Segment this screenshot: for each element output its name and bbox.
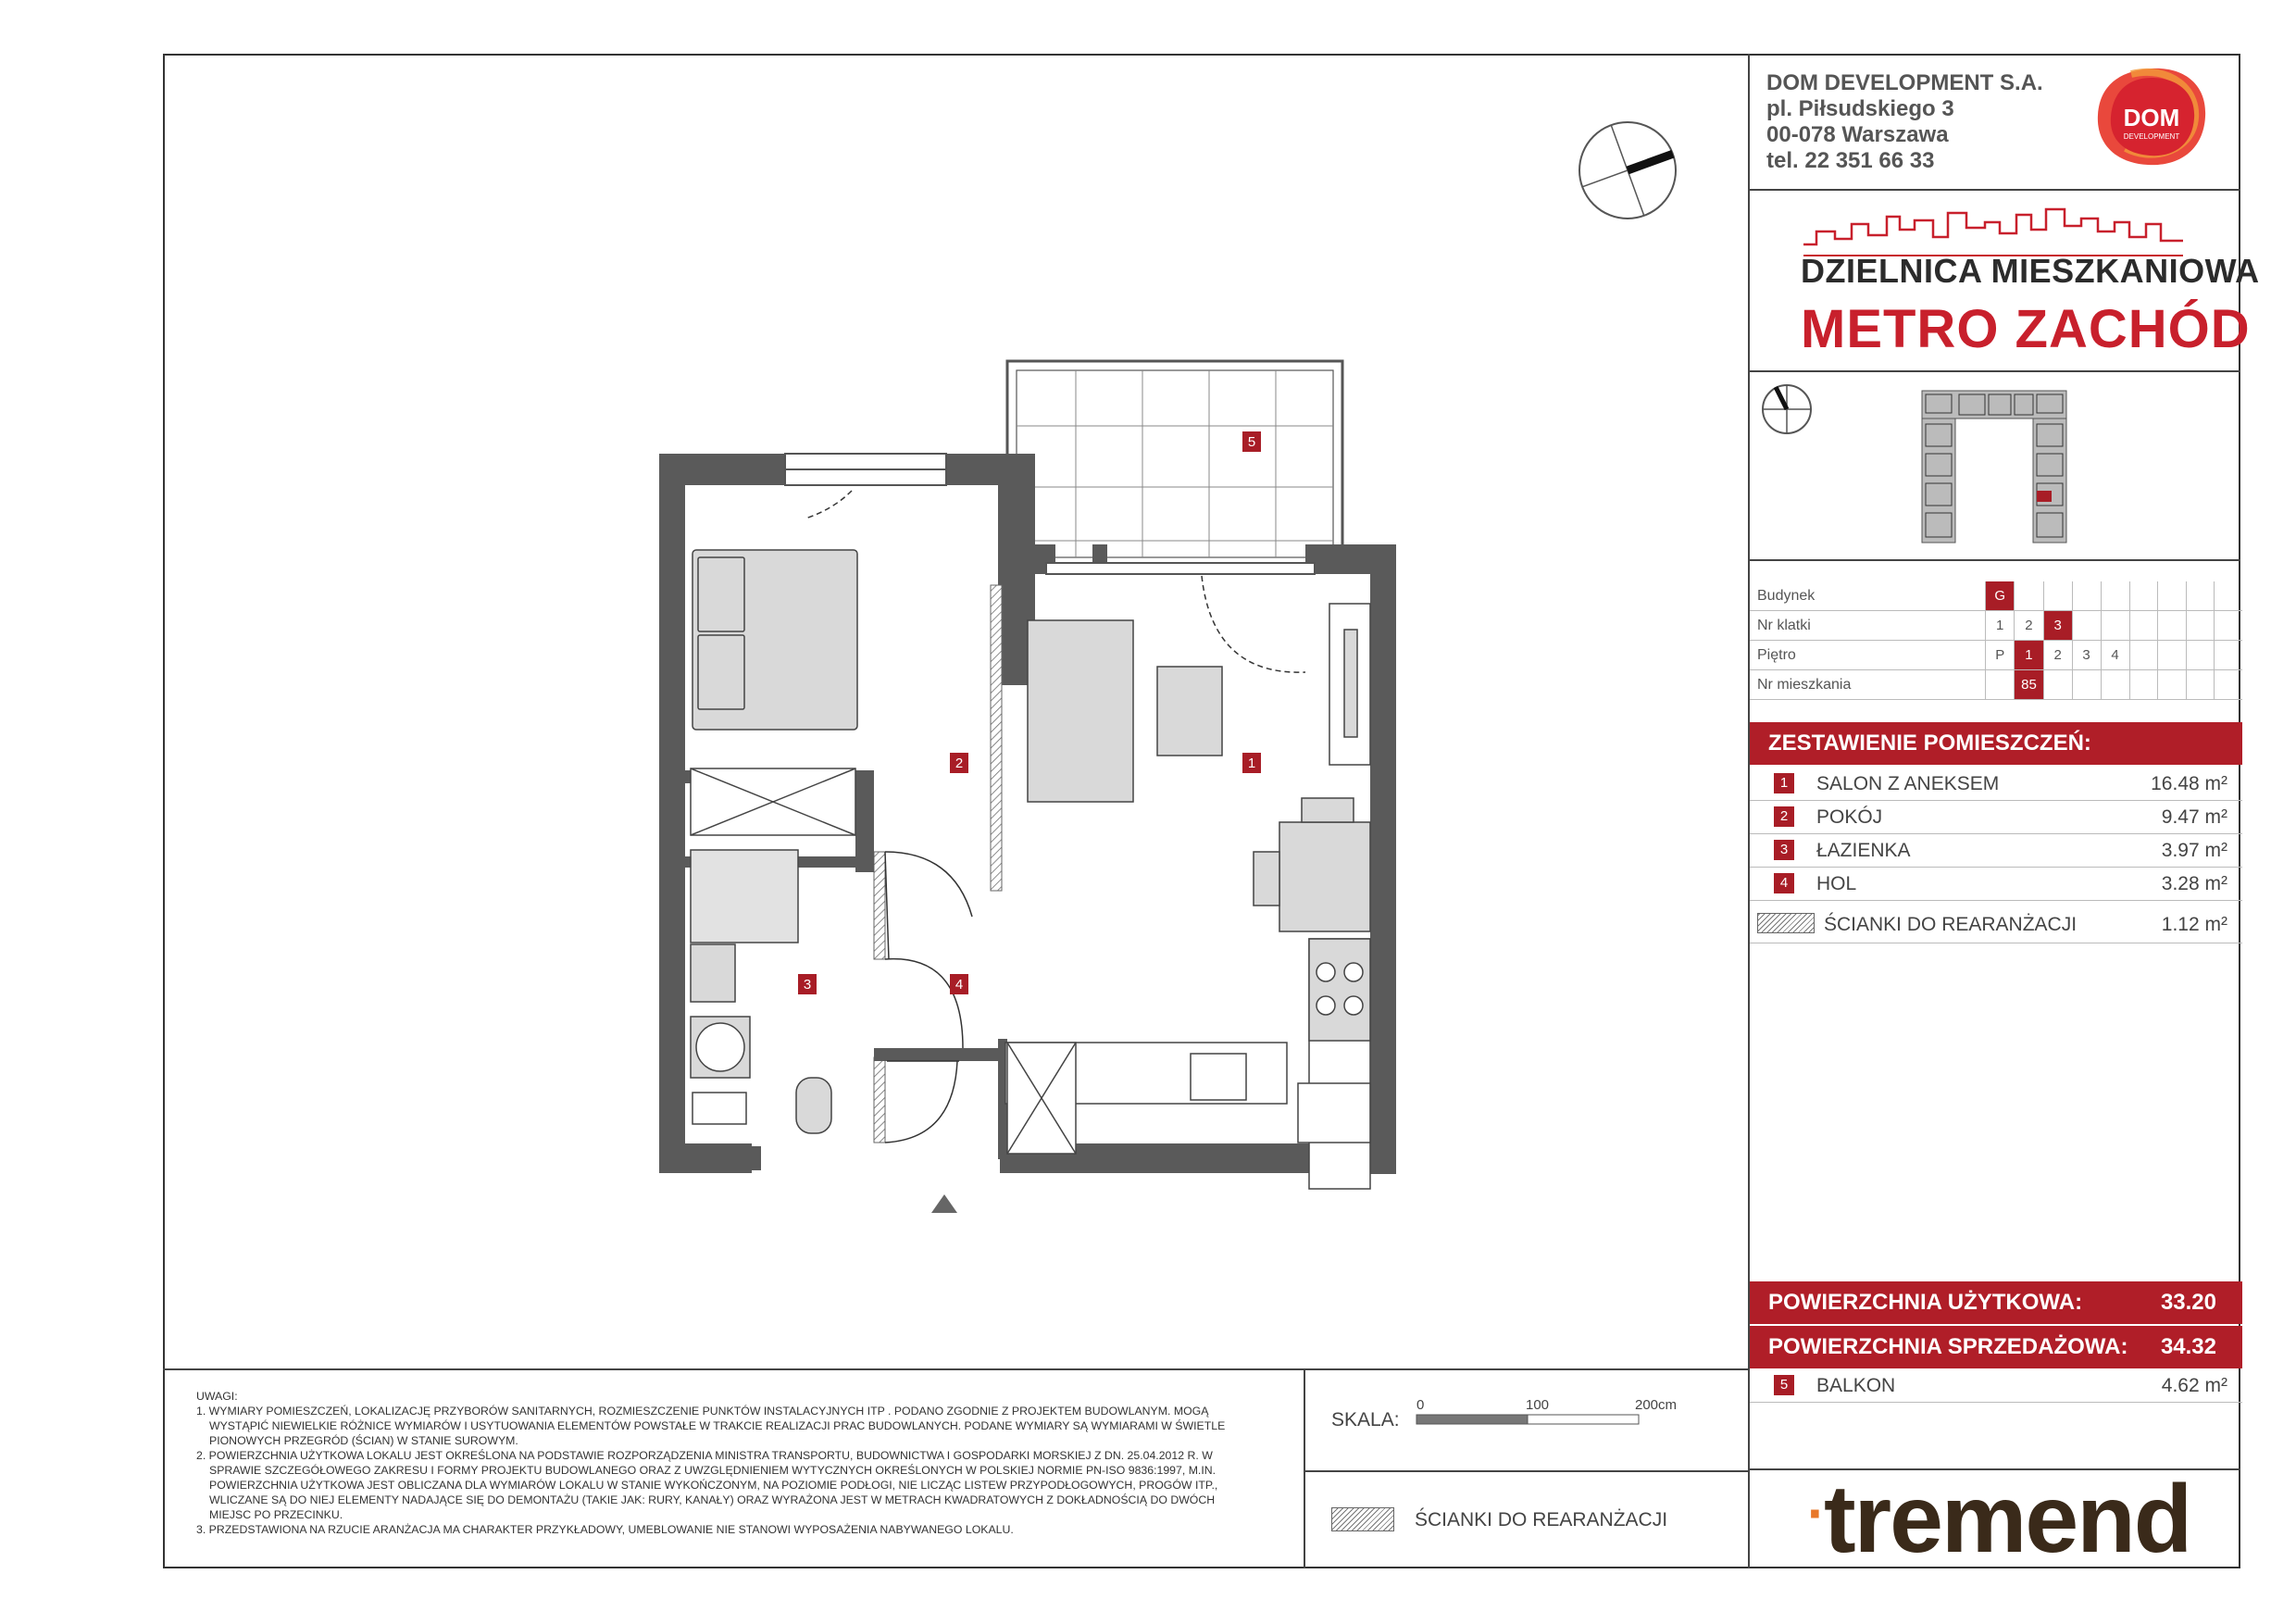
room-row	[1750, 767, 2242, 801]
room-num: 1	[1774, 773, 1794, 793]
project-title-line2: METRO ZACHÓD	[1801, 299, 2251, 359]
note-line: POWIERZCHNIA UŻYTKOWA JEST OBLICZANA DLA WYMIARÓW LOKALU W STANIE WYKOŃCZONYM, NA POZIOMIE PODŁOGI, NIE LICZĄC LISTEW PRZYPODŁOGOWYCH, PROGÓW ITP.,	[209, 1479, 1218, 1492]
info-cell: 3	[2043, 611, 2072, 641]
project-title-line1: DZIELNICA MIESZKANIOWA	[1801, 252, 2260, 290]
note-line: PIONOWYCH PRZEGRÓD (ŚCIAN) W STANIE SUROWYM.	[209, 1434, 518, 1447]
info-row-label: Nr mieszkania	[1750, 670, 1986, 700]
room-marker-1	[1242, 753, 1261, 773]
room-row	[1750, 833, 2242, 868]
company-name: DOM DEVELOPMENT S.A.	[1766, 70, 2043, 95]
room-num: 4	[1774, 873, 1794, 893]
info-cell-empty	[2215, 611, 2242, 641]
svg-text:1: 1	[1247, 756, 1256, 771]
note-line: 3. PRZEDSTAWIONA NA RZUCIE ARANŻACJA MA CHARAKTER PRZYKŁADOWY, UMEBLOWANIE NIE STANOWI WYPOSAŻENIA NABYWANEGO LOKALU.	[196, 1523, 1014, 1536]
info-cell: 1	[1986, 611, 2015, 641]
info-cell: 1	[2015, 641, 2043, 670]
note-line: MIEJSC PO PRZECINKU.	[209, 1508, 343, 1521]
info-cell-empty	[2072, 670, 2101, 700]
room-marker-5	[1242, 431, 1261, 452]
sidebar-sep-3	[1748, 559, 2240, 561]
info-cell-empty	[2158, 611, 2187, 641]
partition-area: 1.12 m²	[2161, 914, 2227, 935]
balcony-name: BALKON	[1816, 1375, 1896, 1396]
scale-bar	[1415, 1394, 1711, 1443]
info-cell-empty	[2101, 670, 2129, 700]
floor-plan	[648, 352, 1416, 1241]
scale-tick-200: 200cm	[1635, 1397, 1678, 1413]
room-area: 3.28 m²	[2161, 873, 2227, 894]
cooktop	[1309, 939, 1370, 1041]
total-row	[1750, 1326, 2242, 1368]
scale-tick-100: 100	[1526, 1397, 1550, 1413]
svg-text:2: 2	[955, 756, 964, 771]
info-cell-empty	[2072, 581, 2101, 611]
info-row-label: Piętro	[1750, 641, 1986, 670]
room-num: 3	[1774, 840, 1794, 860]
info-cell: 85	[2015, 670, 2043, 700]
key-plan-highlight	[2037, 491, 2052, 502]
washbasin	[691, 944, 735, 1002]
company-street: pl. Piłsudskiego 3	[1766, 96, 1954, 121]
info-cell-empty	[2129, 581, 2158, 611]
info-cell-empty	[2015, 581, 2043, 611]
room-name: POKÓJ	[1816, 806, 1883, 828]
notes-title: UWAGI:	[196, 1390, 238, 1403]
info-cell-empty	[2186, 611, 2215, 641]
sink	[1191, 1054, 1246, 1100]
key-plan	[1759, 381, 2240, 552]
entrance-arrow	[931, 1194, 957, 1213]
info-row	[1750, 670, 2242, 700]
info-cell: P	[1986, 641, 2015, 670]
scale-label: SKALA:	[1331, 1409, 1400, 1430]
pillow	[698, 635, 744, 709]
note-line: SPRAWIE SZCZEGÓŁOWEGO ZAKRESU I FORMY PROJEKTU BUDOWLANEGO ORAZ Z UWZGLĘDNIENIEM WYTYCZNYCH OKREŚLONYCH W POLSKIEJ NORMIE PN-ISO 9836:1997, M.IN.	[209, 1464, 1217, 1477]
note-line: 2. POWIERZCHNIA UŻYTKOWA LOKALU JEST OKREŚLONA NA PODSTAWIE ROZPORZĄDZENIA MINISTRA TRANSPORTU, BUDOWNICTWA I GOSPODARKI MORSKIEJ Z DN. 25.04.2012 R. W	[196, 1449, 1213, 1462]
legend-label: ŚCIANKI DO REARANŻACJI	[1415, 1509, 1668, 1530]
info-cell-empty	[2101, 581, 2129, 611]
info-cell-empty	[2043, 670, 2072, 700]
room-name: HOL	[1816, 873, 1857, 894]
logo-text-dom: DOM	[2123, 104, 2180, 131]
coffee-table	[1157, 667, 1222, 756]
company-info	[1766, 70, 2043, 174]
svg-text:3: 3	[803, 977, 812, 993]
tremend-text: tremend	[1823, 1466, 2191, 1573]
info-cell-empty	[2129, 611, 2158, 641]
info-cell-empty	[2158, 641, 2187, 670]
partition-row	[1750, 906, 2242, 943]
room-row	[1750, 867, 2242, 901]
info-cell-empty	[2215, 670, 2242, 700]
info-row-label: Budynek	[1750, 581, 1986, 611]
room-name: ŁAZIENKA	[1816, 840, 1911, 861]
legend-hatch-swatch	[1331, 1507, 1394, 1531]
toilet	[796, 1078, 831, 1133]
dom-development-logo	[2094, 65, 2209, 169]
info-row	[1750, 641, 2242, 670]
info-cell-empty	[2215, 641, 2242, 670]
balcony-row	[1750, 1368, 2242, 1403]
compass-icon	[1574, 117, 1681, 224]
room-marker-3	[798, 974, 817, 994]
sidebar-sep-1	[1748, 189, 2240, 191]
room-area: 3.97 m²	[2161, 840, 2227, 861]
footer-split-h	[1304, 1470, 1748, 1472]
hatch-swatch	[1757, 913, 1815, 933]
room-marker-2	[950, 753, 968, 773]
note-line: WLICZANE SĄ DO NIEJ ELEMENTY NADAJĄCE SIĘ DO DEMONTAŻU (TAKIE JAK: RURY, KANAŁY) ORAZ WYRAŻONA JEST W METRACH KWADRATOWYCH Z DOKŁADNOŚCIĄ DO DWÓCH	[209, 1493, 1216, 1506]
info-cell: 2	[2043, 641, 2072, 670]
balcony	[1007, 361, 1342, 565]
info-cell-empty	[2158, 581, 2187, 611]
tremend-logo: ·tremend	[1807, 1466, 2191, 1573]
info-cell-empty	[2215, 581, 2242, 611]
company-city: 00-078 Warszawa	[1766, 122, 1949, 147]
info-cell-empty	[2186, 670, 2215, 700]
info-cell-empty	[2158, 670, 2187, 700]
total-value: 34.32	[2160, 1334, 2216, 1359]
info-cell-empty	[2186, 581, 2215, 611]
info-cell-empty	[2101, 611, 2129, 641]
note-line: WYSTĄPIĆ NIEWIELKIE RÓŻNICE WYMIARÓW I USYTUOWANIA ELEMENTÓW POWSTAŁE W TRAKCIE REALIZACJI PRAC BUDOWLANYCH. PODANE WYMIARY SĄ WYMIARAMI W ŚWIETLE	[209, 1419, 1226, 1432]
partition-name: ŚCIANKI DO REARANŻACJI	[1824, 914, 2078, 935]
sofa	[1028, 620, 1133, 802]
balcony-area: 4.62 m²	[2161, 1375, 2227, 1396]
total-row	[1750, 1281, 2242, 1324]
fridge	[1298, 1083, 1370, 1143]
room-name: SALON Z ANEKSEM	[1816, 773, 2000, 794]
info-cell: 3	[2072, 641, 2101, 670]
note-line: 1. WYMIARY POMIESZCZEŃ, LOKALIZACJĘ PRZYBORÓW SANITARNYCH, ROZMIESZCZENIE PUNKTÓW INSTALACYJNYCH ITP . PODANO ZGODNIE Z PROJEKTEM BUDOWLANYM. MOGĄ	[196, 1405, 1209, 1418]
logo-text-development: DEVELOPMENT	[2123, 132, 2180, 141]
skyline-icon	[1803, 204, 2183, 257]
room-row	[1750, 800, 2242, 834]
info-cell-empty	[2129, 641, 2158, 670]
sidebar-sep-2	[1748, 370, 2240, 372]
room-area: 16.48 m²	[2151, 773, 2227, 794]
info-cell-empty	[2186, 641, 2215, 670]
notes	[196, 1389, 1289, 1537]
total-value: 33.20	[2160, 1290, 2216, 1315]
dining-table	[1279, 822, 1370, 931]
info-cell: G	[1986, 581, 2015, 611]
info-cell: 4	[2101, 641, 2129, 670]
info-cell-empty	[2043, 581, 2072, 611]
svg-text:5: 5	[1247, 434, 1256, 450]
chair	[1302, 798, 1354, 822]
shower	[691, 850, 798, 943]
scale-tick-0: 0	[1416, 1397, 1425, 1413]
room-num: 2	[1774, 806, 1794, 827]
company-phone: tel. 22 351 66 33	[1766, 148, 1935, 173]
info-cell-empty	[2072, 611, 2101, 641]
furniture	[691, 550, 1370, 1189]
info-cell: 2	[2015, 611, 2043, 641]
total-label: POWIERZCHNIA UŻYTKOWA:	[1768, 1290, 2083, 1315]
pillow	[698, 557, 744, 631]
unit-info-table	[1750, 581, 2242, 700]
rooms-header: ZESTAWIENIE POMIESZCZEŃ:	[1750, 722, 2242, 765]
room-marker-4	[950, 974, 968, 994]
footer-divider	[163, 1368, 1748, 1370]
info-cell-empty	[2129, 670, 2158, 700]
room-area: 9.47 m²	[2161, 806, 2227, 828]
info-cell-empty	[1986, 670, 2015, 700]
svg-text:4: 4	[955, 977, 964, 993]
info-row	[1750, 611, 2242, 641]
info-row	[1750, 581, 2242, 611]
balcony-num: 5	[1774, 1375, 1794, 1395]
chair	[1254, 852, 1279, 906]
footer-split	[1304, 1368, 1305, 1568]
total-label: POWIERZCHNIA SPRZEDAŻOWA:	[1768, 1334, 2128, 1359]
info-row-label: Nr klatki	[1750, 611, 1986, 641]
